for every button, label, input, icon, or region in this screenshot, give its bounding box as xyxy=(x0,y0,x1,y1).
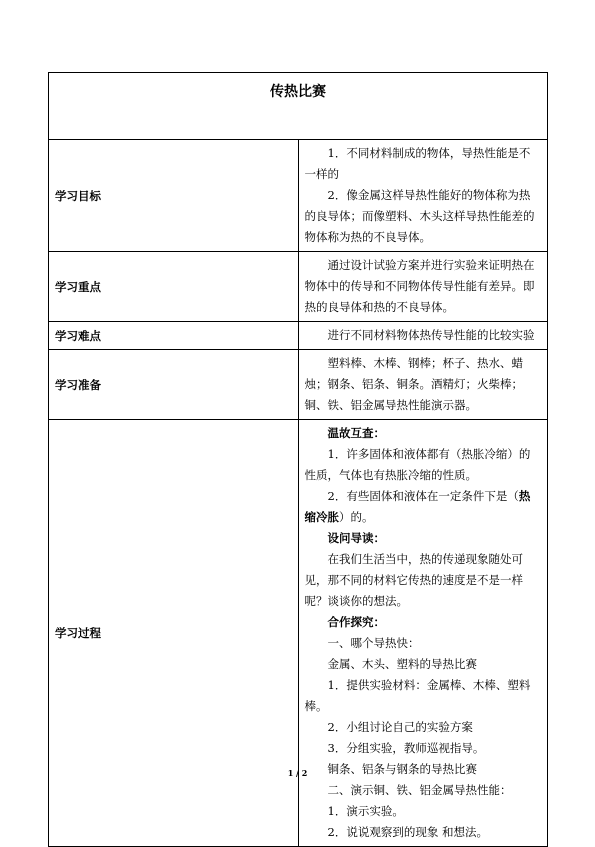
process-row xyxy=(49,420,548,847)
review-item-2 xyxy=(305,486,542,528)
goal-line-2: 2．像金属这样导热性能好的物体称为热的良导体；而像塑料、木头这样导热性能差的物体称为热的不良导体。 xyxy=(304,188,535,244)
goals-label: 学习目标 xyxy=(49,140,299,252)
process-content xyxy=(298,420,548,847)
step-line: 铜条、铝条与钢条的导热比赛 xyxy=(327,762,477,776)
prep-content xyxy=(298,350,548,420)
focus-text: 通过设计试验方案并进行实验来证明热在物体中的传导和不同物体传导性能有差异。即热的良导体和热的不良导体。 xyxy=(304,258,535,314)
step-line: 2．小组讨论自己的实验方案 xyxy=(327,720,473,734)
difficulty-text: 进行不同材料物体热传导性能的比较实验 xyxy=(327,328,535,342)
step-line: 二、演示铜、铁、铝金属导热性能： xyxy=(327,783,512,797)
title-row xyxy=(49,73,548,140)
focus-row xyxy=(49,252,548,322)
difficulty-row xyxy=(49,322,548,350)
prep-label: 学习准备 xyxy=(49,350,299,420)
focus-label: 学习重点 xyxy=(49,252,299,322)
review-item-2-pre: 2．有些固体和液体在一定条件下是（ xyxy=(327,489,519,503)
prep-text: 塑料棒、木棒、钢棒；杯子、热水、蜡烛；钢条、铝条、铜条。酒精灯；火柴棒；铜、铁、铝金属导热性能演示器。 xyxy=(304,356,523,412)
step-line: 金属、木头、塑料的导热比赛 xyxy=(327,657,477,671)
review-heading: 温故互查： xyxy=(327,426,385,440)
review-item-2-post: ）的。 xyxy=(339,510,374,524)
process-label: 学习过程 xyxy=(49,420,299,847)
focus-content xyxy=(298,252,548,322)
guide-text: 在我们生活当中，热的传递现象随处可见，那不同的材料它传热的速度是不是一样呢？谈谈你的想法。 xyxy=(304,552,523,608)
step-line: 2．说说观察到的现象 和想法。 xyxy=(327,825,488,839)
step-line: 1．演示实验。 xyxy=(327,804,404,818)
difficulty-label: 学习难点 xyxy=(49,322,299,350)
prep-row xyxy=(49,350,548,420)
goal-line-1: 1．不同材料制成的物体，导热性能是不一样的 xyxy=(304,146,531,181)
page-number: 1 / 2 xyxy=(287,768,308,778)
goals-content xyxy=(298,140,548,252)
lesson-table xyxy=(48,72,548,847)
explore-heading: 合作探究： xyxy=(327,615,385,629)
review-item-1: 1．许多固体和液体都有（热胀冷缩）的性质，气体也有热胀冷缩的性质。 xyxy=(304,447,531,482)
step-line: 一、哪个导热快： xyxy=(327,636,420,650)
review-item-2-answer: 热缩冷胀 xyxy=(304,489,531,524)
difficulty-content xyxy=(298,322,548,350)
goals-row xyxy=(49,140,548,252)
page-title: 传热比赛 xyxy=(49,73,548,140)
guide-heading: 设问导读： xyxy=(327,531,385,545)
step-line: 3．分组实验，教师巡视指导。 xyxy=(327,741,485,755)
step-line: 1．提供实验材料：金属棒、木棒、塑料棒。 xyxy=(304,678,531,713)
